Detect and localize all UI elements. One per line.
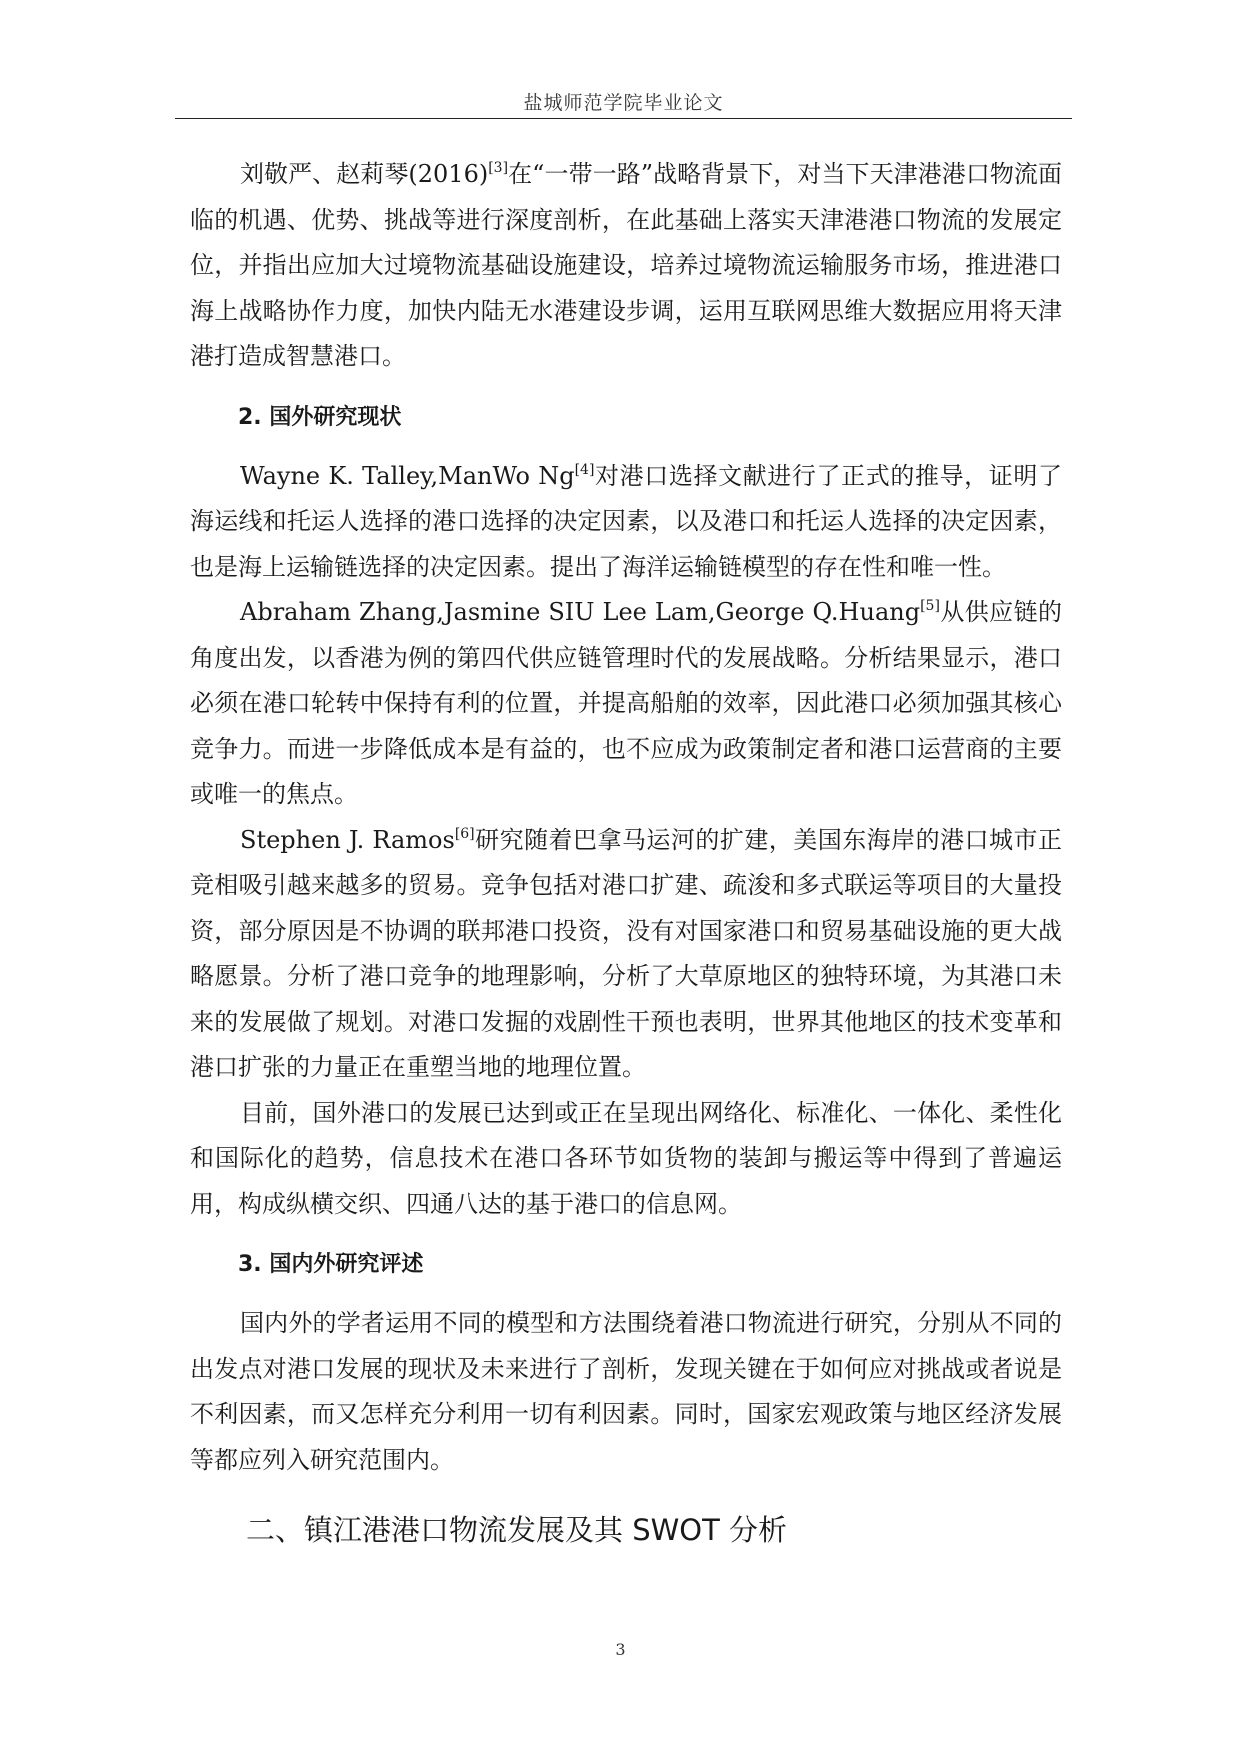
section-heading-research-review: 3. 国内外研究评述 <box>238 1252 424 1277</box>
page-number: 3 <box>615 1640 626 1659</box>
header-divider <box>175 118 1072 119</box>
citation-ref: [4] <box>574 461 595 478</box>
paragraph-zhang-lam-huang <box>190 590 1062 818</box>
text-run: 在“一带一路”战略背景下，对当下天津港港口物流面临的机遇、优势、挑战等进行深度剖析，在此基础上落实天津港港口物流的发展定位，并指出应加大过境物流基础设施建设，培养过境物流运输服务市场，推进港口海上战略协作力度，加快内陆无水港建设步调，运用互联网思维大数据应用将天津港打造成智慧港口。 <box>190 160 1062 370</box>
section-heading-foreign-research: 2. 国外研究现状 <box>238 404 402 430</box>
paragraph-foreign-trends: 目前，国外港口的发展已达到或正在呈现出网络化、标准化、一体化、柔性化和国际化的趋势，信息技术在港口各环节如货物的装卸与搬运等中得到了普遍运用，构成纵横交织、四通八达的基于港口的信息网。 <box>190 1098 1062 1218</box>
citation-ref: [3] <box>488 160 509 176</box>
text-run: Abraham Zhang,Jasmine SIU Lee Lam,George Q.Huang <box>240 598 921 626</box>
page-header: 盐城师范学院毕业论文 <box>523 92 724 114</box>
text-run: 从供应链的角度出发，以香港为例的第四代供应链管理时代的发展战略。分析结果显示，港口必须在港口轮转中保持有利的位置，并提高船舶的效率，因此港口必须加强其核心竞争力。而进一步降低成本是有益的，也不应成为政策制定者和港口运营商的主要或唯一的焦点。 <box>190 598 1062 808</box>
paragraph-liu-zhao <box>190 152 1062 380</box>
text-run: 刘敬严、赵莉琴(2016) <box>240 160 489 188</box>
text-run: Wayne K. Talley,ManWo Ng <box>240 461 575 490</box>
text-run: 对港口选择文献进行了正式的推导，证明了海运线和托运人选择的港口选择的决定因素，以及港口和托运人选择的决定因素，也是海上运输链选择的决定因素。提出了海洋运输链模型的存在性和唯一性。 <box>190 461 1063 581</box>
text-run: Stephen J. Ramos <box>240 825 455 854</box>
paragraph-review: 国内外的学者运用不同的模型和方法围绕着港口物流进行研究，分别从不同的出发点对港口发展的现状及未来进行了剖析，发现关键在于如何应对挑战或者说是不利因素，而又怎样充分利用一切有利因素。同时，国家宏观政策与地区经济发展等都应列入研究范围内。 <box>190 1309 1062 1474</box>
citation-ref: [6] <box>454 825 475 842</box>
paragraph-talley-ng <box>190 454 1062 591</box>
text-run: 研究随着巴拿马运河的扩建，美国东海岸的港口城市正竞相吸引越来越多的贸易。竞争包括对港口扩建、疏浚和多式联运等项目的大量投资，部分原因是不协调的联邦港口投资，没有对国家港口和贸易基础设施的更大战略愿景。分析了港口竞争的地理影响，分析了大草原地区的独特环境，为其港口未来的发展做了规划。对港口发掘的戏剧性干预也表明，世界其他地区的技术变革和港口扩张的力量正在重塑当地的地理位置。 <box>190 825 1062 1081</box>
paragraph-ramos <box>190 818 1062 1091</box>
chapter-heading: 二、镇江港港口物流发展及其 SWOT 分析 <box>246 1513 788 1547</box>
document-body <box>190 152 1062 1555</box>
citation-ref: [5] <box>920 598 940 614</box>
